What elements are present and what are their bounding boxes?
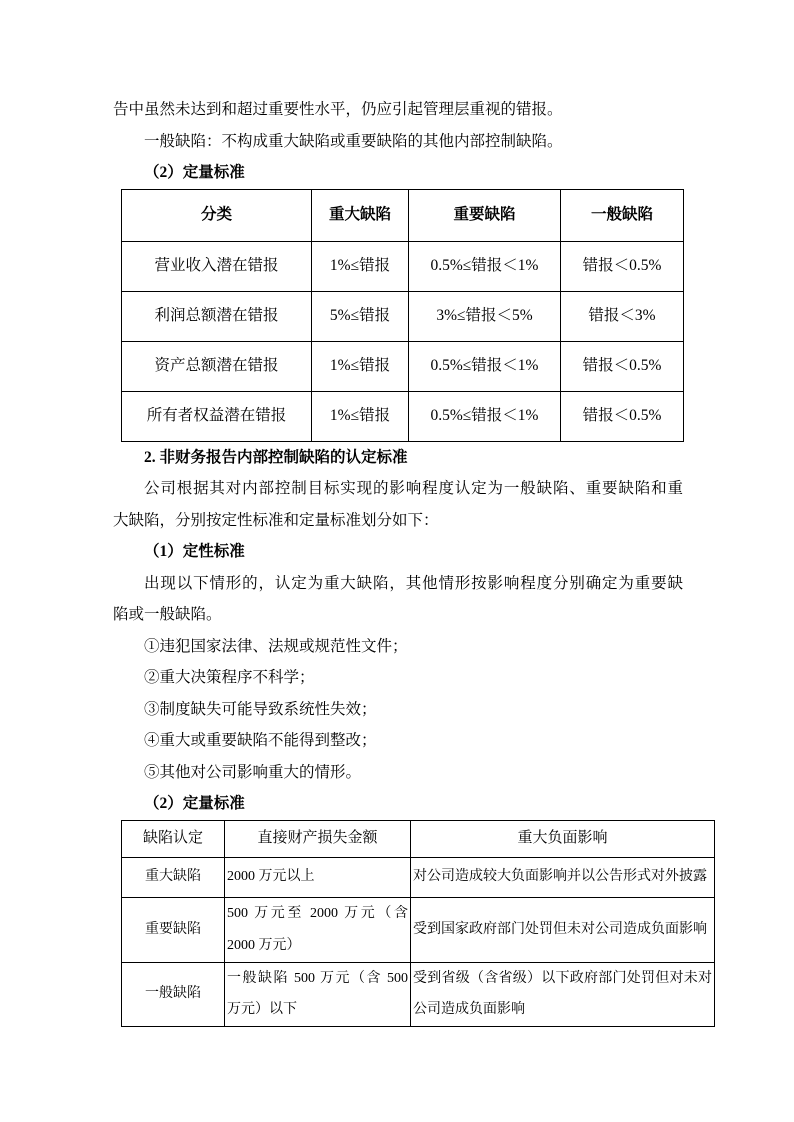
cell-important-threshold: 0.5%≤错报＜1% xyxy=(409,391,561,441)
cell-major-threshold: 5%≤错报 xyxy=(312,291,409,341)
table-row-assets xyxy=(122,341,684,391)
list-item-3: ③制度缺失可能导致系统性失效； xyxy=(144,700,377,718)
cell-negative-impact: 受到省级（含省级）以下政府部门处罚但对未对公司造成负面影响 xyxy=(411,962,715,1026)
heading-nonfinancial-section: 2. 非财务报告内部控制缺陷的认定标准 xyxy=(144,448,408,466)
cell-important-threshold: 0.5%≤错报＜1% xyxy=(409,241,561,291)
cell-category: 所有者权益潜在错报 xyxy=(122,391,312,441)
cell-category: 资产总额潜在错报 xyxy=(122,341,312,391)
paragraph-situations-line1: 出现以下情形的，认定为重大缺陷，其他情形按影响程度分别确定为重要缺 xyxy=(144,574,683,592)
cell-defect-level: 一般缺陷 xyxy=(122,962,225,1026)
cell-general-threshold: 错报＜3% xyxy=(561,291,684,341)
table-row-profit xyxy=(122,291,684,341)
table-row-general-defect xyxy=(122,962,715,1026)
header-cell-important-defect: 重要缺陷 xyxy=(409,189,561,241)
nonfinancial-defect-criteria-table xyxy=(121,820,715,1027)
paragraph-basis-line1: 公司根据其对内部控制目标实现的影响程度认定为一般缺陷、重要缺陷和重 xyxy=(144,480,683,497)
cell-negative-impact: 受到国家政府部门处罚但未对公司造成负面影响 xyxy=(411,897,715,962)
heading-qualitative-criteria: （1）定性标准 xyxy=(144,543,245,560)
table-row-important-defect xyxy=(122,897,715,962)
list-item-5: ⑤其他对公司影响重大的情形。 xyxy=(144,763,362,781)
table-header-row xyxy=(122,820,715,857)
table-row-revenue xyxy=(122,241,684,291)
cell-defect-level: 重要缺陷 xyxy=(122,897,225,962)
cell-direct-loss: 一般缺陷 500 万元（含 500 万元）以下 xyxy=(225,962,411,1026)
cell-defect-level: 重大缺陷 xyxy=(122,857,225,897)
header-cell-negative-impact: 重大负面影响 xyxy=(411,820,715,857)
cell-general-threshold: 错报＜0.5% xyxy=(561,341,684,391)
cell-general-threshold: 错报＜0.5% xyxy=(561,391,684,441)
header-cell-direct-loss: 直接财产损失金额 xyxy=(225,820,411,857)
header-cell-general-defect: 一般缺陷 xyxy=(561,189,684,241)
table-header-row xyxy=(122,189,684,241)
cell-direct-loss: 500 万元至 2000 万元（含 2000 万元） xyxy=(225,897,411,962)
list-item-2: ②重大决策程序不科学； xyxy=(144,669,315,686)
paragraph-general-defect: 一般缺陷：不构成重大缺陷或重要缺陷的其他内部控制缺陷。 xyxy=(144,132,563,150)
paragraph-carryover: 告中虽然未达到和超过重要性水平，仍应引起管理层重视的错报。 xyxy=(113,101,563,118)
header-cell-category: 分类 xyxy=(122,189,312,241)
paragraph-basis-line2: 大缺陷，分别按定性标准和定量标准划分如下： xyxy=(113,511,439,529)
financial-defect-criteria-table xyxy=(121,189,684,442)
heading-quantitative-criteria-1: （2）定量标准 xyxy=(144,164,245,181)
cell-major-threshold: 1%≤错报 xyxy=(312,241,409,291)
cell-negative-impact: 对公司造成较大负面影响并以公告形式对外披露 xyxy=(411,857,715,897)
cell-major-threshold: 1%≤错报 xyxy=(312,341,409,391)
table-row-equity xyxy=(122,391,684,441)
cell-direct-loss: 2000 万元以上 xyxy=(225,857,411,897)
table-row-major-defect xyxy=(122,857,715,897)
header-cell-major-defect: 重大缺陷 xyxy=(312,189,409,241)
list-item-1: ①违犯国家法律、法规或规范性文件； xyxy=(144,637,408,655)
cell-major-threshold: 1%≤错报 xyxy=(312,391,409,441)
list-item-4: ④重大或重要缺陷不能得到整改； xyxy=(144,732,377,749)
cell-important-threshold: 3%≤错报＜5% xyxy=(409,291,561,341)
cell-general-threshold: 错报＜0.5% xyxy=(561,241,684,291)
cell-important-threshold: 0.5%≤错报＜1% xyxy=(409,341,561,391)
cell-category: 利润总额潜在错报 xyxy=(122,291,312,341)
paragraph-situations-line2: 陷或一般缺陷。 xyxy=(113,606,222,623)
header-cell-defect-level: 缺陷认定 xyxy=(122,820,225,857)
heading-quantitative-criteria-2: （2）定量标准 xyxy=(144,795,245,812)
cell-category: 营业收入潜在错报 xyxy=(122,241,312,291)
